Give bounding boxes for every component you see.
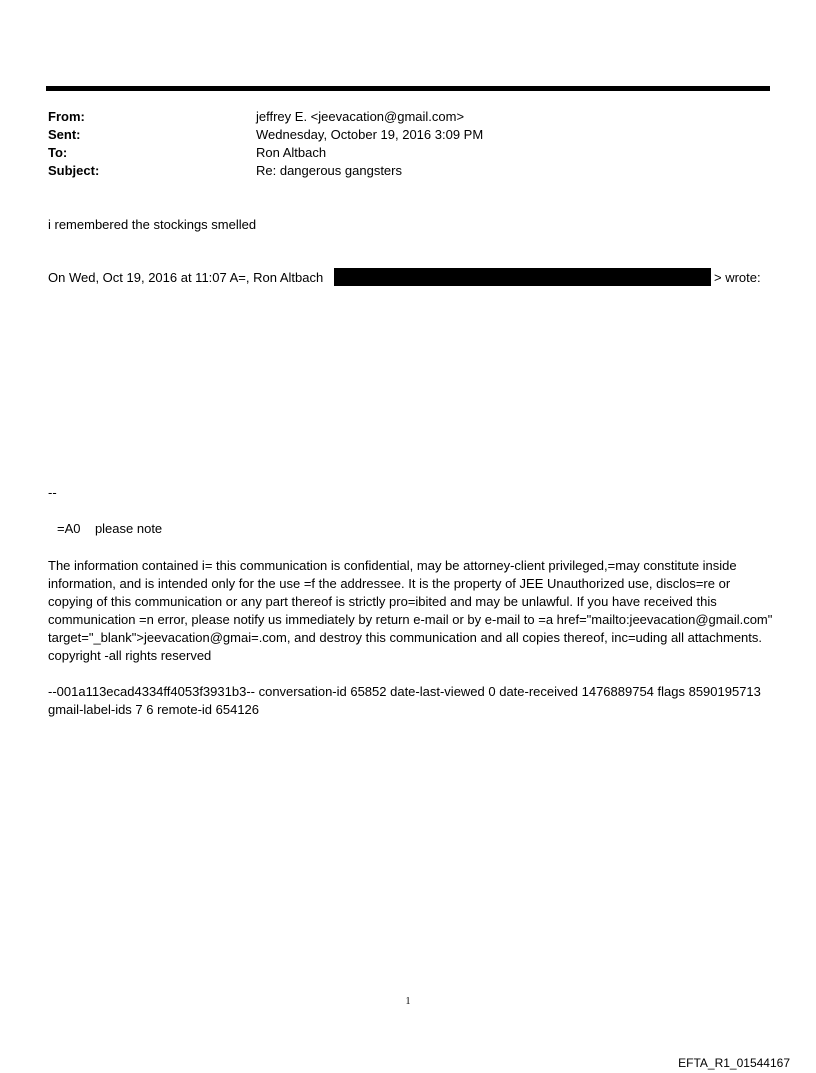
signature-dash: -- [48, 485, 57, 500]
quote-suffix: > wrote: [714, 270, 761, 285]
metadata-paragraph: --001a113ecad4334ff4053f3931b3-- conversation-id 65852 date-last-viewed 0 date-received 1476889754 flags 8590195713 gmail-label-ids 7 6 remote-id 654126 [48, 684, 761, 717]
please-note: =A0 please note [57, 521, 163, 536]
header-divider [46, 86, 770, 91]
from-value: jeffrey E. <jeevacation@gmail.com> [256, 109, 465, 124]
to-row [48, 144, 768, 162]
message-text: i remembered the stockings smelled [48, 217, 257, 232]
quote-intro: On Wed, Oct 19, 2016 at 11:07 A=, Ron Altbach [48, 270, 324, 285]
redaction-bar [334, 268, 711, 286]
disclaimer-paragraph: The information contained i= this communication is confidential, may be attorney-client privileged,=may constitute inside information, and is intended only for the use =f the addressee. It is the property of JEE Unauthorized use, disclos=re or copying of this communication or any part thereof is strictly pro=ibited and may be unlawful. If you have received this communication =n error, please notify us immediately by return e-mail or by e-mail to =a href="mailto:jeevacation@gmail.com" target="_blank">jeevacation@gmai=.com, and destroy this communication and all copies thereof, inc=uding all attachments. copyright -all rights reserved [48, 558, 773, 663]
page-number: 1 [405, 996, 411, 1007]
from-row [48, 108, 768, 126]
sent-row [48, 126, 768, 144]
sent-label: Sent: [48, 127, 81, 142]
to-label: To: [48, 145, 68, 160]
sent-value: Wednesday, October 19, 2016 3:09 PM [256, 127, 484, 142]
subject-value: Re: dangerous gangsters [256, 163, 402, 178]
subject-row [48, 162, 768, 180]
subject-label: Subject: [48, 163, 100, 178]
email-header [48, 108, 768, 180]
from-label: From: [48, 109, 85, 124]
to-value: Ron Altbach [256, 145, 327, 160]
document-id: EFTA_R1_01544167 [678, 1056, 790, 1070]
